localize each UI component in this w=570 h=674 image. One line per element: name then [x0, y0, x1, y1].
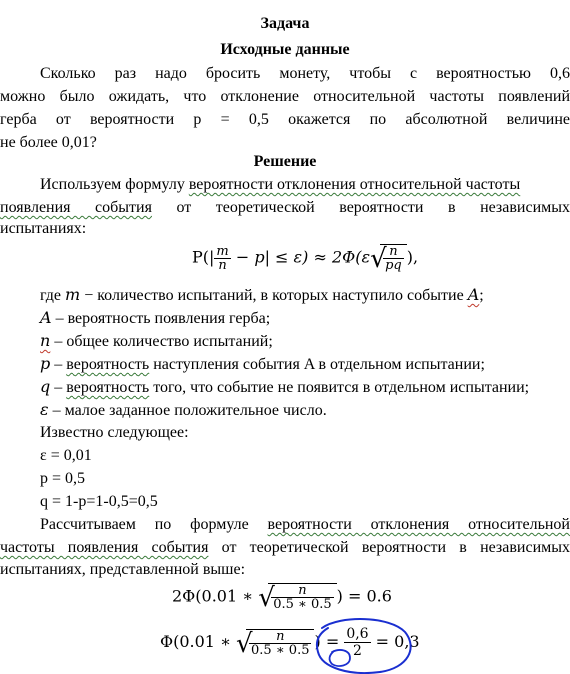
title: Задача	[260, 15, 310, 32]
formula1-sqrt-den: pq	[385, 258, 402, 273]
def-m-text: − количество испытаний, в которых наступило событие	[80, 287, 468, 304]
problem-line-3: герба от вероятности р = 0,5 окажется по абсолютной величине	[0, 111, 570, 128]
calc-link-1: вероятности отклонения относительной	[267, 516, 570, 533]
formula1-den: n	[218, 257, 227, 273]
def-p-text: –	[50, 356, 67, 373]
eq3-right: ) =	[314, 632, 345, 651]
problem-line-4: не более 0,01?	[0, 134, 97, 151]
eq3-left: Φ(0.01 ∗	[160, 632, 237, 651]
eq2-right: ) = 0.6	[336, 586, 392, 606]
def-m-sym2: A	[467, 285, 480, 304]
formula1-p: P(	[192, 247, 210, 267]
equation-3	[160, 626, 420, 659]
eq2-left: 2Φ(0.01 ∗	[172, 586, 259, 606]
def-eps-sym: ε	[40, 400, 49, 419]
intro-prefix: Используем формулу	[40, 176, 189, 193]
def-m-prefix: где	[40, 287, 66, 304]
calc-line-2	[0, 538, 570, 558]
eq3-fraction	[344, 626, 370, 659]
known-heading: Известно следующее:	[40, 424, 189, 441]
formula1-minus-p: − p	[230, 247, 265, 267]
def-eps	[0, 400, 570, 421]
def-m-sym: m	[65, 285, 81, 304]
calc-line-3: испытаниях, представленной выше:	[0, 561, 246, 578]
calc-link-2: частоты появления события	[0, 539, 209, 556]
intro-rest: от теоретической вероятности в независимых	[151, 199, 570, 216]
formula1-abs-open: |	[209, 247, 215, 267]
eq3-fnum: 0,6	[346, 626, 369, 642]
intro-line-1	[0, 175, 570, 195]
eq2-sqrt: √ $\frac{n}{0.5 ∗ 0.5}$	[258, 583, 336, 611]
eq3-num: n	[249, 630, 311, 644]
eq3-result: = 0,3	[370, 632, 420, 651]
def-a-text: – вероятность появления герба;	[51, 310, 271, 327]
def-eps-text: – малое заданное положительное число.	[48, 402, 327, 419]
def-a	[0, 308, 570, 329]
intro-link-2: появления события	[0, 199, 152, 216]
eq3-sqrt: √ $\frac{n}{0.5 ∗ 0.5}$	[236, 629, 314, 657]
formula1-sqrt-num: n	[383, 245, 404, 259]
def-p-wavy: вероятность	[66, 356, 150, 373]
calc-rest: от теоретической вероятности в независимых	[208, 539, 570, 556]
formula1-sqrt: √ $\frac{n}{pq}$	[370, 244, 407, 272]
known-eps: ε = 0,01	[40, 447, 92, 464]
def-m	[0, 285, 570, 306]
intro-line-3: испытаниях:	[0, 220, 87, 237]
def-q-text: –	[50, 379, 67, 396]
formula-1	[192, 244, 418, 272]
solution-heading: Решение	[253, 153, 317, 170]
intro-link-1: вероятности отклонения относительной частоты	[188, 176, 521, 193]
intro-line-2	[0, 198, 570, 218]
formula1-frac	[214, 245, 230, 272]
calc-line-1	[0, 515, 570, 535]
calc-prefix: Рассчитываем по формуле	[40, 516, 268, 533]
formula1-le-eps: ≤ ε) ≈ 2Φ(ε	[269, 247, 371, 267]
def-p-tail: наступления события A в отдельном испытании;	[149, 356, 485, 373]
problem-line-2: можно было ожидать, что отклонение относительной частоты появлений	[0, 88, 570, 105]
eq3-den: 0.5 ∗ 0.5	[251, 642, 310, 658]
def-n-text: – общее количество испытаний;	[50, 333, 273, 350]
known-q: q = 1-p=1-0,5=0,5	[40, 493, 158, 510]
eq2-num: n	[271, 584, 333, 598]
formula1-num: m	[216, 243, 229, 259]
problem-line-1: Сколько раз надо бросить монету, чтобы с вероятностью 0,6	[40, 65, 570, 82]
formula1-close: ),	[406, 247, 419, 267]
def-q-tail: того, что событие не появится в отдельном испытании;	[149, 379, 530, 396]
def-m-tail: ;	[479, 287, 484, 304]
def-p-sym: p	[40, 354, 51, 373]
eq3-fden: 2	[352, 643, 362, 659]
known-p: p = 0,5	[40, 470, 86, 487]
equation-2	[172, 583, 392, 611]
def-a-sym: A	[40, 308, 52, 327]
def-n-sym: n	[40, 331, 51, 350]
def-q	[0, 377, 570, 398]
given-heading: Исходные данные	[220, 41, 350, 58]
formula1-abs-close: |	[264, 247, 270, 267]
def-q-wavy: вероятность	[66, 379, 150, 396]
def-q-sym: q	[40, 377, 51, 396]
eq2-den: 0.5 ∗ 0.5	[273, 597, 332, 612]
def-p	[0, 354, 570, 375]
def-n	[0, 331, 570, 352]
